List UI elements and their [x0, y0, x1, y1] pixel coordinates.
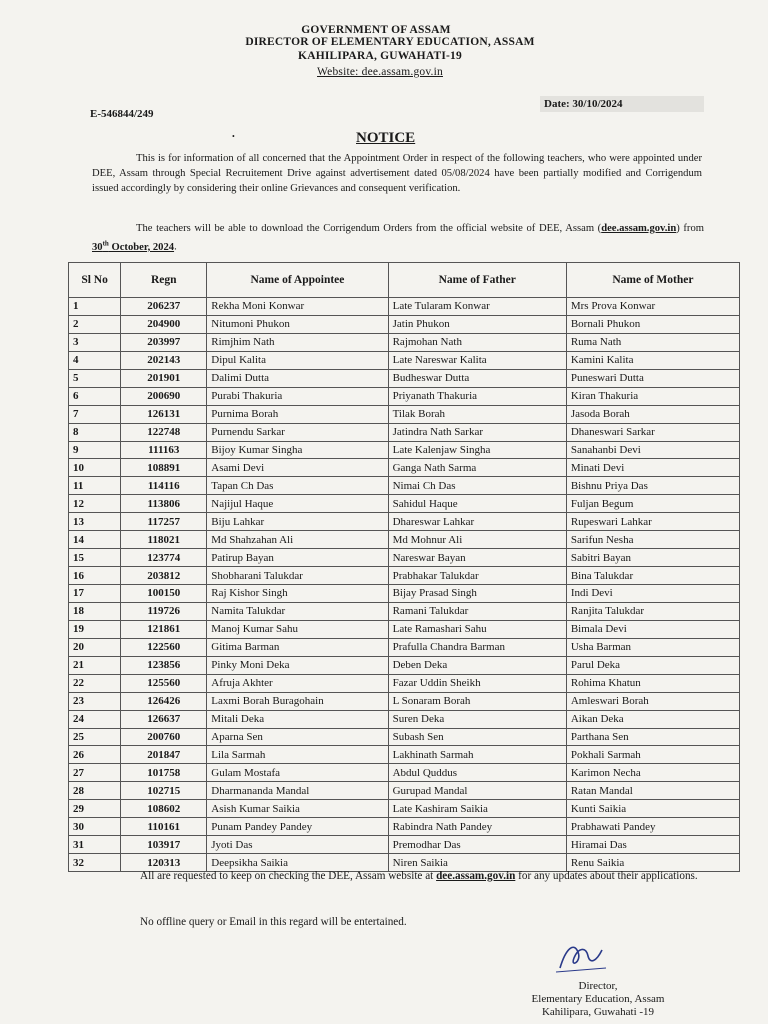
cell-sl: 23 — [69, 692, 121, 710]
cell-appointee: Aparna Sen — [207, 728, 388, 746]
table-row — [69, 531, 740, 549]
cell-mother: Fuljan Begum — [566, 495, 739, 513]
para2-text: The teachers will be able to download the Corrigendum Orders from the official website of DEE, Assam ( — [136, 223, 602, 234]
cell-mother: Aikan Deka — [566, 710, 739, 728]
table-row — [69, 818, 740, 836]
cell-appointee: Dharmananda Mandal — [207, 782, 388, 800]
reference-number: E-546844/249 — [90, 108, 154, 120]
cell-appointee: Manoj Kumar Sahu — [207, 620, 388, 638]
appointee-table — [68, 262, 740, 872]
cell-father: Late Nareswar Kalita — [388, 351, 566, 369]
cell-mother: Kunti Saikia — [566, 800, 739, 818]
cell-sl: 1 — [69, 298, 121, 316]
cell-sl: 14 — [69, 531, 121, 549]
cell-father: Niren Saikia — [388, 854, 566, 872]
cell-regn: 126131 — [121, 405, 207, 423]
table-row — [69, 746, 740, 764]
signatory-office: Elementary Education, Assam — [531, 993, 665, 1005]
cell-mother: Hiramai Das — [566, 836, 739, 854]
header-appointee: Name of Appointee — [207, 263, 388, 298]
cell-father: L Sonaram Borah — [388, 692, 566, 710]
table-row — [69, 728, 740, 746]
cell-mother: Usha Barman — [566, 638, 739, 656]
cell-father: Prafulla Chandra Barman — [388, 638, 566, 656]
table-row — [69, 782, 740, 800]
cell-father: Late Ramashari Sahu — [388, 620, 566, 638]
cell-sl: 28 — [69, 782, 121, 800]
cell-mother: Rohima Khatun — [566, 674, 739, 692]
cell-father: Nareswar Bayan — [388, 549, 566, 567]
cell-sl: 18 — [69, 602, 121, 620]
table-row — [69, 315, 740, 333]
cell-father: Nimai Ch Das — [388, 477, 566, 495]
cell-father: Rabindra Nath Pandey — [388, 818, 566, 836]
dot-mark: • — [232, 132, 235, 141]
table-row — [69, 495, 740, 513]
cell-appointee: Dalimi Dutta — [207, 369, 388, 387]
cell-regn: 204900 — [121, 315, 207, 333]
cell-appointee: Najijul Haque — [207, 495, 388, 513]
cell-mother: Prabhawati Pandey — [566, 818, 739, 836]
para2-end: . — [174, 241, 177, 253]
table-row — [69, 567, 740, 585]
cell-appointee: Purabi Thakuria — [207, 387, 388, 405]
cell-regn: 201901 — [121, 369, 207, 387]
cell-appointee: Asish Kumar Saikia — [207, 800, 388, 818]
website-link[interactable]: dee.assam.gov.in — [601, 223, 677, 234]
cell-sl: 29 — [69, 800, 121, 818]
cell-mother: Kamini Kalita — [566, 351, 739, 369]
table-row — [69, 764, 740, 782]
cell-sl: 3 — [69, 333, 121, 351]
cell-father: Abdul Quddus — [388, 764, 566, 782]
cell-father: Bijay Prasad Singh — [388, 585, 566, 603]
cell-regn: 202143 — [121, 351, 207, 369]
footer-no-query: No offline query or Email in this regard will be entertained. — [140, 916, 407, 928]
cell-father: Gurupad Mandal — [388, 782, 566, 800]
table-row — [69, 459, 740, 477]
cell-sl: 22 — [69, 674, 121, 692]
table-row — [69, 423, 740, 441]
cell-regn: 110161 — [121, 818, 207, 836]
table-row — [69, 692, 740, 710]
cell-mother: Sabitri Bayan — [566, 549, 739, 567]
footer-text: All are requested to keep on checking the DEE, Assam website at — [140, 870, 437, 882]
cell-appointee: Namita Talukdar — [207, 602, 388, 620]
cell-mother: Indi Devi — [566, 585, 739, 603]
cell-sl: 21 — [69, 656, 121, 674]
cell-appointee: Bijoy Kumar Singha — [207, 441, 388, 459]
cell-appointee: Purnima Borah — [207, 405, 388, 423]
cell-regn: 120313 — [121, 854, 207, 872]
cell-appointee: Deepsikha Saikia — [207, 854, 388, 872]
cell-mother: Amleswari Borah — [566, 692, 739, 710]
table-row — [69, 800, 740, 818]
cell-mother: Puneswari Dutta — [566, 369, 739, 387]
cell-mother: Sarifun Nesha — [566, 531, 739, 549]
cell-regn: 200760 — [121, 728, 207, 746]
download-date — [92, 239, 175, 253]
cell-regn: 119726 — [121, 602, 207, 620]
cell-father: Late Kashiram Saikia — [388, 800, 566, 818]
cell-appointee: Jyoti Das — [207, 836, 388, 854]
cell-regn: 123774 — [121, 549, 207, 567]
cell-regn: 102715 — [121, 782, 207, 800]
cell-sl: 6 — [69, 387, 121, 405]
cell-appointee: Nitumoni Phukon — [207, 315, 388, 333]
cell-regn: 114116 — [121, 477, 207, 495]
cell-regn: 111163 — [121, 441, 207, 459]
cell-sl: 7 — [69, 405, 121, 423]
table-row — [69, 585, 740, 603]
cell-mother: Mrs Prova Konwar — [566, 298, 739, 316]
cell-sl: 16 — [69, 567, 121, 585]
cell-mother: Renu Saikia — [566, 854, 739, 872]
cell-regn: 108891 — [121, 459, 207, 477]
table-row — [69, 836, 740, 854]
cell-sl: 32 — [69, 854, 121, 872]
cell-regn: 201847 — [121, 746, 207, 764]
cell-father: Deben Deka — [388, 656, 566, 674]
cell-appointee: Rimjhim Nath — [207, 333, 388, 351]
header-government: GOVERNMENT OF ASSAM — [301, 24, 451, 36]
cell-sl: 8 — [69, 423, 121, 441]
notice-paragraph-1: This is for information of all concerned that the Appointment Order in respect of the following teachers, who were appointed under DEE, Assam through Special Recruitement Drive against advertisement dated 05/08/2024 have been partially modified and Corrigendum issued accordingly by considering their online Grievances and consequent verification. — [92, 153, 702, 194]
table-row — [69, 674, 740, 692]
cell-sl: 12 — [69, 495, 121, 513]
cell-father: Jatindra Nath Sarkar — [388, 423, 566, 441]
cell-father: Jatin Phukon — [388, 315, 566, 333]
table-row — [69, 441, 740, 459]
table-row — [69, 620, 740, 638]
notice-paragraph-2 — [92, 221, 704, 255]
cell-appointee: Punam Pandey Pandey — [207, 818, 388, 836]
signatory-title: Director, — [578, 980, 618, 992]
cell-father: Budheswar Dutta — [388, 369, 566, 387]
cell-appointee: Mitali Deka — [207, 710, 388, 728]
cell-appointee: Purnendu Sarkar — [207, 423, 388, 441]
cell-appointee: Dipul Kalita — [207, 351, 388, 369]
cell-father: Late Kalenjaw Singha — [388, 441, 566, 459]
signature-image — [552, 938, 612, 978]
cell-mother: Ratan Mandal — [566, 782, 739, 800]
cell-father: Ramani Talukdar — [388, 602, 566, 620]
notice-title: NOTICE — [356, 130, 416, 146]
table-row — [69, 638, 740, 656]
cell-appointee: Patirup Bayan — [207, 549, 388, 567]
cell-mother: Pokhali Sarmah — [566, 746, 739, 764]
table-row — [69, 333, 740, 351]
cell-appointee: Rekha Moni Konwar — [207, 298, 388, 316]
footer-instruction — [96, 868, 716, 885]
cell-father: Sahidul Haque — [388, 495, 566, 513]
cell-sl: 11 — [69, 477, 121, 495]
table-header-row — [69, 263, 740, 298]
cell-father: Md Mohnur Ali — [388, 531, 566, 549]
cell-sl: 4 — [69, 351, 121, 369]
cell-mother: Parthana Sen — [566, 728, 739, 746]
table-row — [69, 387, 740, 405]
table-row — [69, 549, 740, 567]
cell-regn: 203997 — [121, 333, 207, 351]
cell-sl: 13 — [69, 513, 121, 531]
cell-sl: 31 — [69, 836, 121, 854]
cell-mother: Parul Deka — [566, 656, 739, 674]
cell-father: Lakhinath Sarmah — [388, 746, 566, 764]
cell-father: Premodhar Das — [388, 836, 566, 854]
header-regn: Regn — [121, 263, 207, 298]
cell-mother: Sanahanbi Devi — [566, 441, 739, 459]
header-father: Name of Father — [388, 263, 566, 298]
table-row — [69, 477, 740, 495]
cell-mother: Minati Devi — [566, 459, 739, 477]
cell-appointee: Biju Lahkar — [207, 513, 388, 531]
cell-appointee: Asami Devi — [207, 459, 388, 477]
cell-mother: Jasoda Borah — [566, 405, 739, 423]
cell-mother: Ranjita Talukdar — [566, 602, 739, 620]
cell-appointee: Gitima Barman — [207, 638, 388, 656]
cell-mother: Ruma Nath — [566, 333, 739, 351]
header-mother: Name of Mother — [566, 263, 739, 298]
cell-father: Prabhakar Talukdar — [388, 567, 566, 585]
cell-sl: 24 — [69, 710, 121, 728]
cell-sl: 5 — [69, 369, 121, 387]
cell-sl: 2 — [69, 315, 121, 333]
signatory-block — [488, 980, 708, 1019]
cell-regn: 122560 — [121, 638, 207, 656]
cell-appointee: Shobharani Talukdar — [207, 567, 388, 585]
cell-sl: 15 — [69, 549, 121, 567]
notice-date: Date: 30/10/2024 — [540, 96, 704, 112]
cell-father: Dhareswar Lahkar — [388, 513, 566, 531]
cell-appointee: Afruja Akhter — [207, 674, 388, 692]
date-rest: October, 2024 — [108, 241, 175, 253]
cell-appointee: Raj Kishor Singh — [207, 585, 388, 603]
header-sl: Sl No — [69, 263, 121, 298]
cell-mother: Bishnu Priya Das — [566, 477, 739, 495]
table-row — [69, 602, 740, 620]
cell-sl: 19 — [69, 620, 121, 638]
cell-mother: Dhaneswari Sarkar — [566, 423, 739, 441]
cell-mother: Kiran Thakuria — [566, 387, 739, 405]
cell-sl: 9 — [69, 441, 121, 459]
cell-sl: 26 — [69, 746, 121, 764]
table-row — [69, 405, 740, 423]
footer-website-link[interactable]: dee.assam.gov.in — [436, 870, 516, 882]
cell-appointee: Lila Sarmah — [207, 746, 388, 764]
cell-regn: 108602 — [121, 800, 207, 818]
cell-regn: 123856 — [121, 656, 207, 674]
cell-mother: Bornali Phukon — [566, 315, 739, 333]
cell-regn: 113806 — [121, 495, 207, 513]
cell-sl: 10 — [69, 459, 121, 477]
cell-sl: 17 — [69, 585, 121, 603]
cell-regn: 121861 — [121, 620, 207, 638]
cell-father: Priyanath Thakuria — [388, 387, 566, 405]
cell-appointee: Laxmi Borah Buragohain — [207, 692, 388, 710]
header-address: KAHILIPARA, GUWAHATI-19 — [298, 50, 462, 62]
cell-regn: 200690 — [121, 387, 207, 405]
cell-appointee: Pinky Moni Deka — [207, 656, 388, 674]
cell-mother: Bina Talukdar — [566, 567, 739, 585]
table-row — [69, 513, 740, 531]
cell-regn: 125560 — [121, 674, 207, 692]
cell-father: Ganga Nath Sarma — [388, 459, 566, 477]
table-row — [69, 351, 740, 369]
cell-regn: 101758 — [121, 764, 207, 782]
cell-sl: 30 — [69, 818, 121, 836]
cell-father: Subash Sen — [388, 728, 566, 746]
date-day: 30 — [92, 241, 103, 253]
table-body — [69, 298, 740, 872]
table-row — [69, 298, 740, 316]
cell-regn: 126637 — [121, 710, 207, 728]
table-row — [69, 369, 740, 387]
para2-text: ) from — [676, 223, 704, 234]
header-website: Website: dee.assam.gov.in — [317, 66, 443, 78]
cell-appointee: Gulam Mostafa — [207, 764, 388, 782]
cell-regn: 100150 — [121, 585, 207, 603]
cell-father: Late Tularam Konwar — [388, 298, 566, 316]
cell-father: Rajmohan Nath — [388, 333, 566, 351]
cell-mother: Bimala Devi — [566, 620, 739, 638]
signatory-address: Kahilipara, Guwahati -19 — [541, 1006, 655, 1018]
cell-regn: 117257 — [121, 513, 207, 531]
table-row — [69, 656, 740, 674]
cell-regn: 203812 — [121, 567, 207, 585]
table-row — [69, 710, 740, 728]
date-sup: th — [102, 239, 109, 247]
cell-appointee: Md Shahzahan Ali — [207, 531, 388, 549]
cell-father: Suren Deka — [388, 710, 566, 728]
cell-regn: 122748 — [121, 423, 207, 441]
cell-sl: 20 — [69, 638, 121, 656]
cell-sl: 25 — [69, 728, 121, 746]
cell-mother: Rupeswari Lahkar — [566, 513, 739, 531]
cell-regn: 126426 — [121, 692, 207, 710]
cell-father: Fazar Uddin Sheikh — [388, 674, 566, 692]
cell-regn: 103917 — [121, 836, 207, 854]
cell-appointee: Tapan Ch Das — [207, 477, 388, 495]
cell-regn: 206237 — [121, 298, 207, 316]
header-directorate: DIRECTOR OF ELEMENTARY EDUCATION, ASSAM — [245, 36, 535, 48]
cell-sl: 27 — [69, 764, 121, 782]
footer-text: for any updates about their applications. — [515, 870, 698, 882]
cell-mother: Karimon Necha — [566, 764, 739, 782]
cell-regn: 118021 — [121, 531, 207, 549]
cell-father: Tilak Borah — [388, 405, 566, 423]
